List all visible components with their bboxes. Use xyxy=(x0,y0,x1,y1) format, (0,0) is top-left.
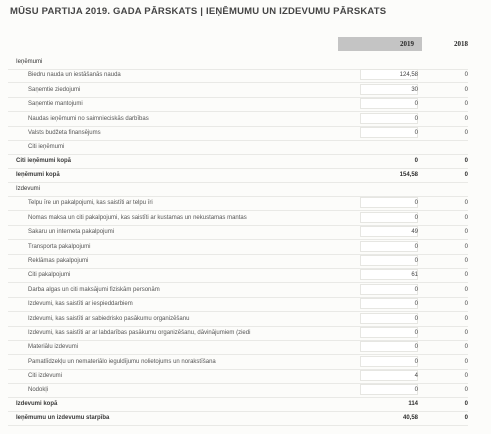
previous-year-value: 0 xyxy=(464,229,468,235)
previous-year-value: 0 xyxy=(464,301,468,307)
total-row xyxy=(8,154,468,169)
table-row xyxy=(8,126,468,141)
table-row xyxy=(8,140,468,155)
total-row xyxy=(8,168,468,183)
table-row xyxy=(8,83,468,98)
table-row xyxy=(8,211,468,226)
current-year-value: 124,58 xyxy=(399,72,418,78)
current-year-value: 4 xyxy=(414,373,418,379)
row-label: Nomas maksa un citi pakalpojumi, kas saistīti ar kustamas un nekustamas mantas xyxy=(28,215,247,221)
previous-year-value: 0 xyxy=(464,215,468,221)
current-year-value: 0 xyxy=(414,116,418,122)
previous-year-value: 0 xyxy=(464,258,468,264)
row-label: Naudas ieņēmumi no saimnieciskās darbības xyxy=(28,116,149,122)
table-row xyxy=(8,297,468,312)
current-year-value: 0 xyxy=(414,130,418,136)
row-label: Citi ieņēmumi xyxy=(28,144,65,150)
current-year-value: 0 xyxy=(414,158,418,164)
row-label: Ieņēmumi xyxy=(16,59,43,65)
current-year-value: 0 xyxy=(414,215,418,221)
table-row xyxy=(8,369,468,384)
row-label: Citi pakalpojumi xyxy=(28,272,71,278)
current-year-value: 0 xyxy=(414,200,418,206)
section-heading-row xyxy=(8,182,468,197)
current-year-value: 114 xyxy=(408,401,418,407)
previous-year-value: 0 xyxy=(464,72,468,78)
current-year-value: 0 xyxy=(414,344,418,350)
table-row xyxy=(8,312,468,327)
row-label: Pamatlīdzekļu un nemateriālo ieguldījumu nolietojums un norakstīšana xyxy=(28,359,216,365)
previous-year-value: 0 xyxy=(464,287,468,293)
row-label: Saņemtie mantojumi xyxy=(28,101,83,107)
table-row xyxy=(8,196,468,211)
table-row xyxy=(8,340,468,355)
previous-year-value: 0 xyxy=(464,272,468,278)
previous-year-value: 0 xyxy=(464,172,468,178)
previous-year-value: 0 xyxy=(464,344,468,350)
table-row xyxy=(8,283,468,298)
previous-year-value: 0 xyxy=(464,401,468,407)
total-row xyxy=(8,411,468,426)
previous-year-value: 0 xyxy=(464,116,468,122)
row-label: Sakaru un interneta pakalpojumi xyxy=(28,229,115,235)
row-label: Darba algas un citi maksājumi fiziskām personām xyxy=(28,287,160,293)
row-label: Citi izdevumi xyxy=(28,373,63,379)
current-year-value: 0 xyxy=(414,316,418,322)
current-year-value: 61 xyxy=(411,272,418,278)
current-year-value: 0 xyxy=(414,258,418,264)
table-row xyxy=(8,97,468,112)
previous-year-value: 0 xyxy=(464,330,468,336)
current-year-value: 0 xyxy=(414,301,418,307)
previous-year-value: 0 xyxy=(464,158,468,164)
previous-year-value: 0 xyxy=(464,387,468,393)
current-year-value: 0 xyxy=(414,101,418,107)
current-year-value: 0 xyxy=(414,330,418,336)
table-row xyxy=(8,240,468,255)
table-row xyxy=(8,268,468,283)
page-title: MŪSU PARTIJA 2019. GADA PĀRSKATS | IEŅĒMUMU UN IZDEVUMU PĀRSKATS xyxy=(10,6,387,17)
previous-year-value: 0 xyxy=(464,316,468,322)
row-label: Izdevumi xyxy=(16,186,41,192)
table-row xyxy=(8,355,468,370)
row-label: Izdevumi, kas saistīti ar sabiedrisko pasākumu organizēšanu xyxy=(28,316,190,322)
row-label: Reklāmas pakalpojumi xyxy=(28,258,89,264)
row-label: Saņemtie ziedojumi xyxy=(28,87,81,93)
current-year-value: 30 xyxy=(411,87,418,93)
previous-year-value: 0 xyxy=(464,200,468,206)
previous-year-value: 0 xyxy=(464,87,468,93)
row-label: Biedru nauda un iestāšanās nauda xyxy=(28,72,121,78)
current-year-value: 0 xyxy=(414,244,418,250)
row-label: Ieņēmumi kopā xyxy=(16,172,60,178)
row-label: Nodokļi xyxy=(28,387,49,393)
current-year-value: 0 xyxy=(414,287,418,293)
table-row xyxy=(8,254,468,269)
column-header-current-year: 2019 xyxy=(338,37,422,51)
table-row xyxy=(8,383,468,398)
previous-year-value: 0 xyxy=(464,244,468,250)
table-row xyxy=(8,112,468,127)
previous-year-value: 0 xyxy=(464,101,468,107)
row-label: Izdevumi kopā xyxy=(16,401,58,407)
column-header-previous-year: 2018 xyxy=(454,40,468,48)
row-label: Ieņēmumu un izdevumu starpība xyxy=(16,415,110,421)
row-label: Valsts budžeta finansējums xyxy=(28,130,101,136)
table-row xyxy=(8,326,468,341)
previous-year-value: 0 xyxy=(464,415,468,421)
row-label: Izdevumi, kas saistīti ar ar labdarības pasākumu organizēšanu, dāvinājumiem (ziedi xyxy=(28,330,251,336)
row-label: Transporta pakalpojumi xyxy=(28,244,91,250)
previous-year-value: 0 xyxy=(464,373,468,379)
current-year-value: 0 xyxy=(414,359,418,365)
row-label: Citi ieņēmumi kopā xyxy=(16,158,72,164)
row-label: Izdevumi, kas saistīti ar iespieddarbiem xyxy=(28,301,133,307)
total-row xyxy=(8,397,468,412)
table-row xyxy=(8,68,468,83)
current-year-value: 154,58 xyxy=(399,172,418,178)
current-year-value: 40,58 xyxy=(402,415,418,421)
row-label: Telpu īre un pakalpojumi, kas saistīti ar telpu īri xyxy=(28,200,153,206)
current-year-value: 49 xyxy=(411,229,418,235)
row-label: Materiālu izdevumi xyxy=(28,344,79,350)
table-row xyxy=(8,225,468,240)
current-year-value: 0 xyxy=(414,387,418,393)
previous-year-value: 0 xyxy=(464,359,468,365)
previous-year-value: 0 xyxy=(464,130,468,136)
